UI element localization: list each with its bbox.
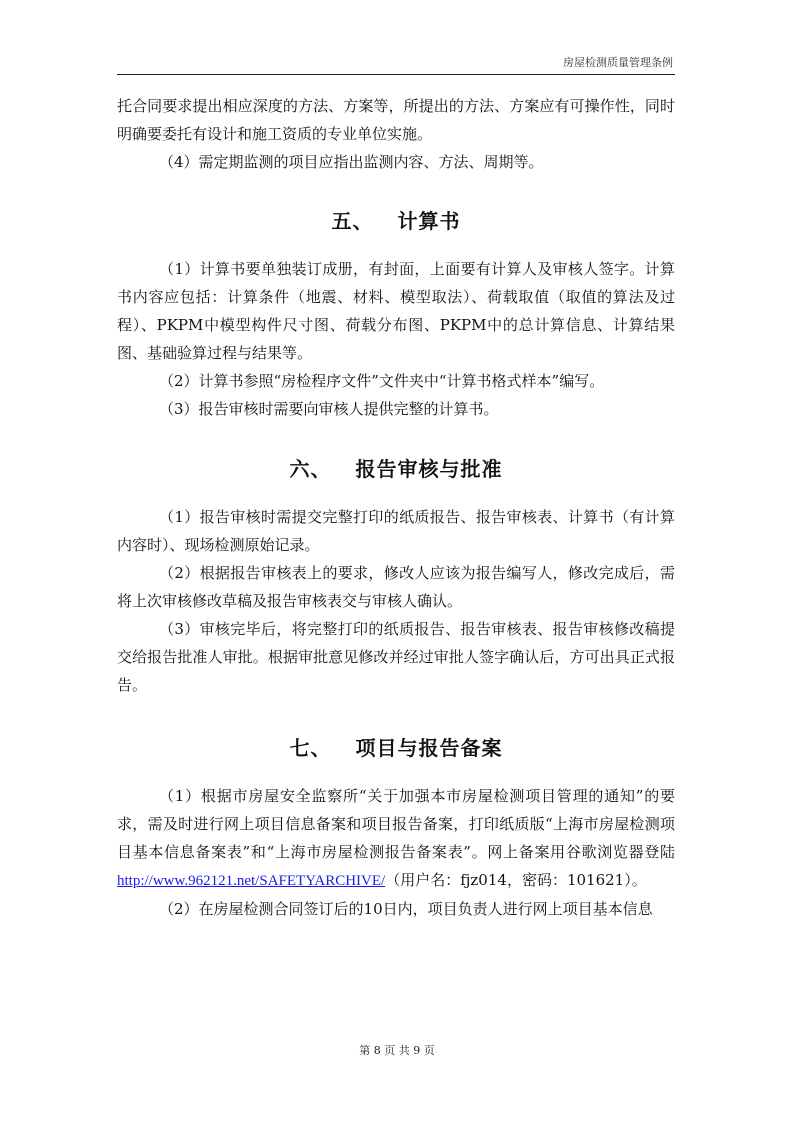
- safety-archive-link[interactable]: http://www.962121.net/SAFETYARCHIVE/: [117, 873, 386, 889]
- section-number: 七、: [289, 736, 332, 760]
- page-header: [117, 52, 675, 75]
- paragraph: （2）根据报告审核表上的要求，修改人应该为报告编写人，修改完成后，需将上次审核修改草稿及报告审核表交与审核人确认。: [117, 564, 675, 610]
- section-title: 计算书: [397, 209, 461, 233]
- paragraph-text: （1）根据市房屋安全监察所“关于加强本市房屋检测项目管理的通知”的要求，需及时进行网上项目信息备案和项目报告备案，打印纸质版“上海市房屋检测项目基本信息备案表”和“上海市房屋检测报告备案表”。网上备案用谷歌浏览器登陆: [117, 787, 675, 861]
- paragraph-continued: 托合同要求提出相应深度的方法、方案等，所提出的方法、方案应有可操作性，同时明确要委托有设计和施工资质的专业单位实施。: [117, 97, 675, 143]
- header-title: 房屋检测质量管理条例: [563, 56, 673, 69]
- section-number: 六、: [289, 457, 332, 481]
- paragraph: （1）计算书要单独装订成册，有封面，上面要有计算人及审核人签字。计算书内容应包括：计算条件（地震、材料、模型取法）、荷载取值（取值的算法及过程）、PKPM中模型构件尺寸图、荷载分布图、PKPM中的总计算信息、计算结果图、基础验算过程与结果等。: [117, 260, 675, 362]
- section-title: 报告审核与批准: [355, 457, 503, 481]
- paragraph: （1）报告审核时需提交完整打印的纸质报告、报告审核表、计算书（有计算内容时）、现场检测原始记录。: [117, 508, 675, 554]
- paragraph-filing: [117, 782, 675, 895]
- section-title: 项目与报告备案: [355, 736, 503, 760]
- paragraph-monitoring: （4）需定期监测的项目应指出监测内容、方法、周期等。: [159, 153, 544, 171]
- page-footer: 第 8 页 共 9 页: [359, 1044, 435, 1057]
- paragraph: （3）报告审核时需要向审核人提供完整的计算书。: [159, 400, 499, 418]
- paragraph: （2）计算书参照“房检程序文件”文件夹中“计算书格式样本”编写。: [159, 372, 605, 390]
- section-heading-filing: [117, 732, 675, 761]
- section-number: 五、: [331, 209, 374, 233]
- document-body: [117, 92, 675, 923]
- section-heading-calculation: [117, 205, 675, 234]
- paragraph: （2）在房屋检测合同签订后的10日内，项目负责人进行网上项目基本信息: [159, 900, 653, 918]
- paragraph: （3）审核完毕后，将完整打印的纸质报告、报告审核表、报告审核修改稿提交给报告批准人审批。根据审批意见修改并经过审批人签字确认后，方可出具正式报告。: [117, 620, 675, 694]
- paragraph-text: （用户名：fjz014，密码：101621）。: [385, 871, 647, 889]
- section-heading-review: [117, 453, 675, 482]
